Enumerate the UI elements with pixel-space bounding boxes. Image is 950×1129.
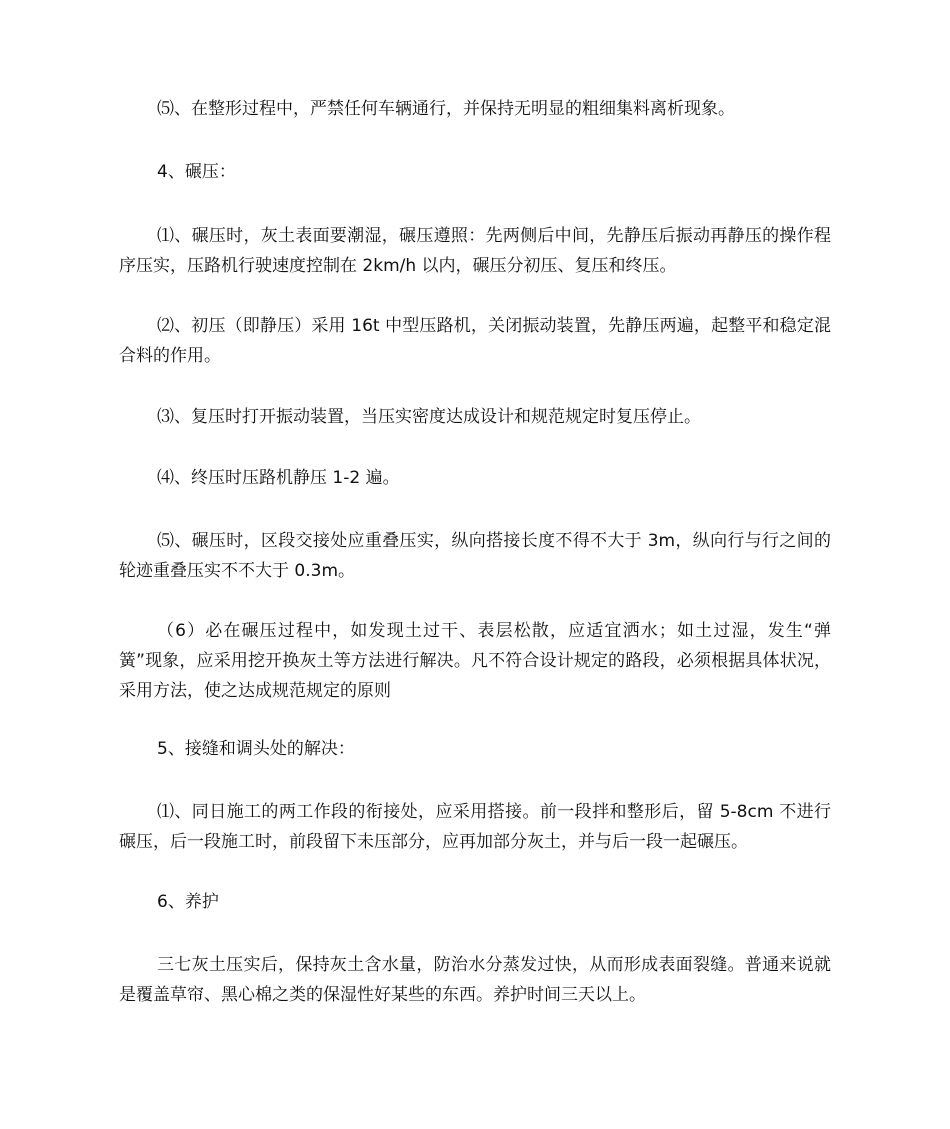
paragraph-joint-lapping: ⑴、同日施工的两工作段的衔接处，应采用搭接。前一段拌和整形后，留 5-8cm 不进行碾压，后一段施工时，前段留下未压部分，应再加部分灰土，并与后一段一起碾压。	[119, 802, 831, 852]
paragraph-overlap-rolling: ⑸、碾压时，区段交接处应重叠压实，纵向搭接长度不得不大于 3m，纵向行与行之间的轮迹重叠压实不不大于 0.3m。	[119, 531, 831, 581]
paragraph-moisture-control: （6）必在碾压过程中，如发现土过干、表层松散，应适宜洒水；如土过湿，发生“弹簧”现象，应采用挖开换灰土等方法进行解决。凡不符合设计规定的路段，必须根据具体状况，采用方法，使之达成规范规定的原则	[119, 621, 831, 701]
paragraph-final-rolling: ⑷、终压时压路机静压 1-2 遍。	[157, 468, 400, 488]
paragraph-second-rolling: ⑶、复压时打开振动装置，当压实密度达成设计和规范规定时复压停止。	[157, 407, 701, 427]
heading-rolling: 4、碾压：	[157, 162, 236, 182]
heading-curing: 6、养护	[157, 892, 219, 912]
paragraph-shaping-traffic: ⑸、在整形过程中，严禁任何车辆通行，并保持无明显的粗细集料离析现象。	[157, 99, 735, 119]
paragraph-curing: 三七灰土压实后，保持灰土含水量，防治水分蒸发过快，从而形成表面裂缝。普通来说就是覆盖草帘、黑心棉之类的保湿性好某些的东西。养护时间三天以上。	[119, 955, 831, 1005]
paragraph-rolling-procedure: ⑴、碾压时，灰土表面要潮湿，碾压遵照：先两侧后中间，先静压后振动再静压的操作程序压实，压路机行驶速度控制在 2km/h 以内，碾压分初压、复压和终压。	[119, 226, 831, 276]
heading-joints: 5、接缝和调头处的解决：	[157, 739, 355, 759]
paragraph-initial-rolling: ⑵、初压（即静压）采用 16t 中型压路机，关闭振动装置，先静压两遍，起整平和稳定混合料的作用。	[119, 316, 831, 366]
